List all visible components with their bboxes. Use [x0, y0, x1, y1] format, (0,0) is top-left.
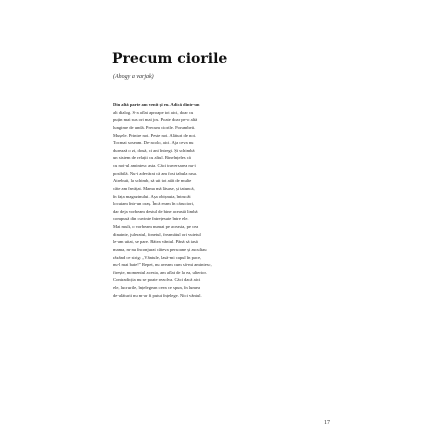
text-line: firește, momentul acesta, am aflat de la ea, ulterior.: [113, 269, 207, 275]
text-line: posibilă. Nu-i adevărat că am fost tabula rasa.: [113, 170, 198, 176]
text-line: compusă din cuvinte întrețesute între ele.: [113, 216, 189, 222]
text-line: cu noi-ul amintesc asta. Căci traversarea nu-i: [113, 163, 196, 168]
text-line: dinainte, juleratul, fonetul, freamătul ori vuietul: [113, 231, 201, 237]
text-line: Din altă parte am venit și eu. Adică dintr-un: [113, 102, 200, 107]
text-line: Mai mult, o vorbeam numai pe aceasta, pe cea: [113, 224, 199, 229]
page-number: 17: [324, 420, 330, 426]
body-text: [113, 101, 327, 299]
chapter-title: Precum ciorile: [112, 51, 228, 67]
text-line: alt dialog. S-a aflat aproape tot aici, doar cu: [113, 109, 194, 115]
text-line: lungime de undă. Precum ciorile. Porumbeii.: [113, 124, 196, 130]
text-line: Mușele. Printre noi. Peste noi. Alături de noi.: [113, 132, 197, 138]
text-line: de-alăturii nu m-ar fi putut înțelege. Nici vântul.: [113, 292, 202, 298]
text-line: ele, lucrurile, înțelegean ceea ce spun, în lumea: [113, 285, 200, 290]
text-line: puțin mai sus ori mai jos. Poate doar pe-o altă: [113, 117, 198, 123]
text-line: în fața magazinului. Așa obișnuia, întrucât: [113, 193, 191, 199]
text-line: Atrebuit, la schimb, să uit tot atât de multe: [113, 178, 192, 184]
text-line: locuiam într-un oraș. Încă eram în căruciori,: [113, 201, 195, 207]
text-line: râzând ce strig: „Vântule, lasă-mi capul în pace,: [113, 254, 202, 260]
text-line: un sistem de relații cu altul. Binelnțeles că: [113, 155, 191, 161]
text-line: mama, m-au înconjurat câteva persoane și ascultau: [113, 246, 207, 252]
text-line: dar deja vorbeam destul de bine această limbă: [113, 208, 198, 214]
text-line: durează o zi, două, ci ani întregi. Și schimbă: [113, 147, 195, 153]
text-line: Tocmai soseam. De-acolo, aici. Aja ceva nu: [113, 140, 194, 146]
chapter-subtitle: (Ahogy a varjak): [113, 74, 154, 80]
text-line: câte am învățat. Mama mă lăsase, și tatuncă,: [113, 185, 195, 191]
text-line: le-am uitat, se pare. Bătea vântul. Până să iasă: [113, 239, 198, 245]
text-line: nu-l mai bate!” Repet, nu aveam cum să-mi amintesc,: [113, 262, 212, 268]
text-line: Contradicția nu se poate rezolva. Căci dacă aici: [113, 277, 201, 283]
